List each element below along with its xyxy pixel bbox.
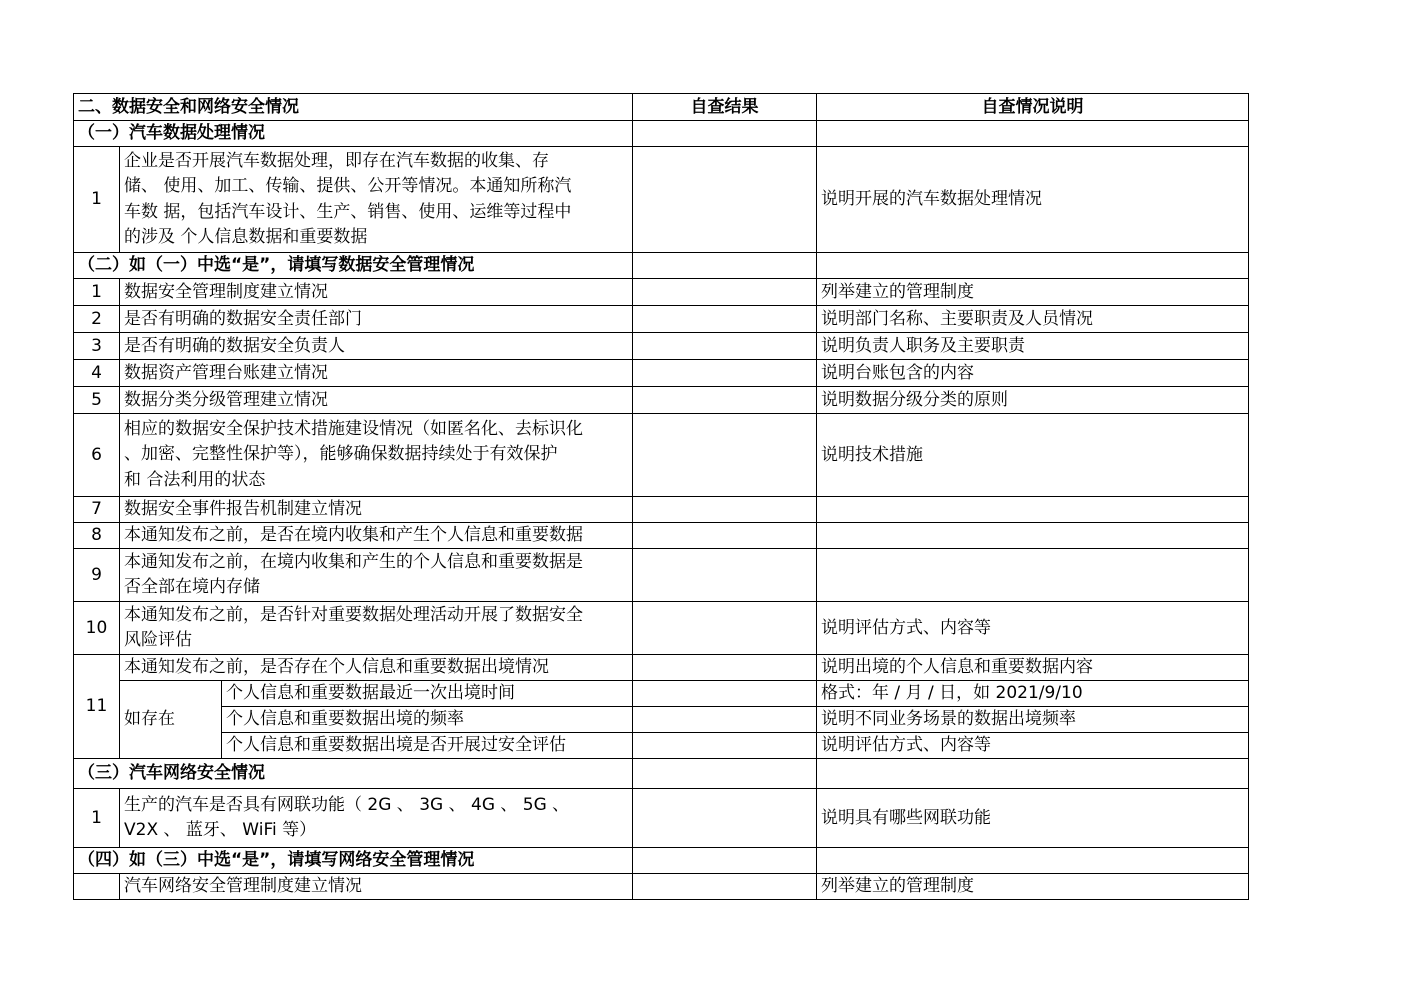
result-cell[interactable]: [633, 681, 817, 707]
col-header-note: 自查情况说明: [817, 94, 1249, 121]
section-row: [74, 848, 1249, 874]
row-number: 1: [74, 279, 120, 306]
section-row: [74, 759, 1249, 789]
item-cell: 数据安全事件报告机制建立情况: [120, 497, 633, 523]
section-row: [74, 121, 1249, 147]
note-cell: 说明部门名称、主要职责及人员情况: [817, 306, 1249, 333]
sub-row: [74, 707, 1249, 733]
row-number: 2: [74, 306, 120, 333]
section-heading: （一）汽车数据处理情况: [74, 121, 633, 147]
item-line: 本通知发布之前，在境内收集和产生的个人信息和重要数据是: [124, 551, 583, 572]
note-cell: [817, 121, 1249, 147]
result-cell[interactable]: [633, 523, 817, 549]
item-line: 的涉及 个人信息数据和重要数据: [124, 227, 368, 247]
item-cell: 数据安全管理制度建立情况: [120, 279, 633, 306]
section-heading: （四）如（三）中选“是”，请填写网络安全管理情况: [74, 848, 633, 874]
row-number: [74, 874, 120, 900]
result-cell[interactable]: [633, 497, 817, 523]
item-cell: 数据分类分级管理建立情况: [120, 387, 633, 414]
note-cell: 说明技术措施: [817, 414, 1249, 497]
item-cell: [120, 414, 633, 497]
row-number: 7: [74, 497, 120, 523]
result-cell[interactable]: [633, 387, 817, 414]
section-title: 二、数据安全和网络安全情况: [74, 94, 633, 121]
self-check-table: [73, 93, 1249, 900]
item-line: 否全部在境内存储: [124, 577, 260, 597]
table-row: [74, 147, 1249, 253]
row-number: 5: [74, 387, 120, 414]
item-cell: [120, 789, 633, 848]
note-cell: 格式：年 / 月 / 日，如 2021/9/10: [817, 681, 1249, 707]
item-line: 和 合法利用的状态: [124, 469, 266, 490]
item-cell: 本通知发布之前，是否存在个人信息和重要数据出境情况: [120, 655, 633, 681]
table-row: [74, 279, 1249, 306]
table-row: [74, 333, 1249, 360]
result-cell[interactable]: [633, 707, 817, 733]
row-number: 8: [74, 523, 120, 549]
result-cell[interactable]: [633, 874, 817, 900]
note-cell: 说明不同业务场景的数据出境频率: [817, 707, 1249, 733]
result-cell[interactable]: [633, 759, 817, 789]
item-line: 企业是否开展汽车数据处理，即存在汽车数据的收集、存: [124, 150, 549, 171]
note-cell: [817, 253, 1249, 279]
row-number: 6: [74, 414, 120, 497]
section-heading: （三）汽车网络安全情况: [74, 759, 633, 789]
table-row: [74, 360, 1249, 387]
item-line: 车数 据，包括汽车设计、生产、销售、使用、运维等过程中: [124, 201, 572, 222]
item-line: 相应的数据安全保护技术措施建设情况（如匿名化、去标识化: [124, 418, 583, 439]
note-cell: 说明开展的汽车数据处理情况: [817, 147, 1249, 253]
sub-group-label: 如存在: [120, 681, 222, 759]
item-line: 风险评估: [124, 630, 192, 650]
section-row: [74, 253, 1249, 279]
result-cell[interactable]: [633, 549, 817, 602]
result-cell[interactable]: [633, 121, 817, 147]
table-row: [74, 549, 1249, 602]
result-cell[interactable]: [633, 602, 817, 655]
row-number: 3: [74, 333, 120, 360]
item-cell: 本通知发布之前，是否在境内收集和产生个人信息和重要数据: [120, 523, 633, 549]
result-cell[interactable]: [633, 306, 817, 333]
table-row: [74, 306, 1249, 333]
item-line: 储、 使用、加工、传输、提供、公开等情况。本通知所称汽: [124, 176, 572, 196]
table-row: [74, 789, 1249, 848]
row-number: 1: [74, 147, 120, 253]
item-line: 生产的汽车是否具有网联功能（ 2G 、 3G 、 4G 、 5G 、: [124, 794, 570, 815]
note-cell: 说明具有哪些网联功能: [817, 789, 1249, 848]
note-cell: 列举建立的管理制度: [817, 279, 1249, 306]
result-cell[interactable]: [633, 147, 817, 253]
item-cell: [120, 602, 633, 655]
result-cell[interactable]: [633, 655, 817, 681]
row-number: 1: [74, 789, 120, 848]
sub-item-cell: 个人信息和重要数据最近一次出境时间: [222, 681, 633, 707]
result-cell[interactable]: [633, 333, 817, 360]
note-cell: 说明台账包含的内容: [817, 360, 1249, 387]
row-number: 4: [74, 360, 120, 387]
table-row: [74, 414, 1249, 497]
item-line: 本通知发布之前，是否针对重要数据处理活动开展了数据安全: [124, 604, 583, 625]
result-cell[interactable]: [633, 279, 817, 306]
table-row: [74, 387, 1249, 414]
note-cell: [817, 848, 1249, 874]
note-cell: 说明评估方式、内容等: [817, 602, 1249, 655]
sub-row: [74, 733, 1249, 759]
table-row: [74, 874, 1249, 900]
col-header-result: 自查结果: [633, 94, 817, 121]
sub-item-cell: 个人信息和重要数据出境是否开展过安全评估: [222, 733, 633, 759]
sub-row: [74, 681, 1249, 707]
note-cell: [817, 497, 1249, 523]
row-number: 11: [74, 655, 120, 759]
item-cell: [120, 147, 633, 253]
result-cell[interactable]: [633, 848, 817, 874]
note-cell: 列举建立的管理制度: [817, 874, 1249, 900]
item-cell: [120, 549, 633, 602]
note-cell: 说明数据分级分类的原则: [817, 387, 1249, 414]
header-row: [74, 94, 1249, 121]
sub-item-cell: 个人信息和重要数据出境的频率: [222, 707, 633, 733]
item-line: V2X 、 蓝牙、 WiFi 等）: [124, 820, 317, 840]
note-cell: 说明负责人职务及主要职责: [817, 333, 1249, 360]
result-cell[interactable]: [633, 789, 817, 848]
result-cell[interactable]: [633, 414, 817, 497]
item-cell: 是否有明确的数据安全负责人: [120, 333, 633, 360]
result-cell[interactable]: [633, 360, 817, 387]
table-row: [74, 523, 1249, 549]
result-cell[interactable]: [633, 733, 817, 759]
note-cell: 说明出境的个人信息和重要数据内容: [817, 655, 1249, 681]
item-line: 、加密、完整性保护等），能够确保数据持续处于有效保护: [124, 444, 558, 465]
note-cell: [817, 759, 1249, 789]
item-cell: 数据资产管理台账建立情况: [120, 360, 633, 387]
item-cell: 汽车网络安全管理制度建立情况: [120, 874, 633, 900]
note-cell: [817, 523, 1249, 549]
row-number: 10: [74, 602, 120, 655]
table-row: [74, 602, 1249, 655]
result-cell[interactable]: [633, 253, 817, 279]
note-cell: [817, 549, 1249, 602]
row-number: 9: [74, 549, 120, 602]
item-cell: 是否有明确的数据安全责任部门: [120, 306, 633, 333]
section-heading: （二）如（一）中选“是”，请填写数据安全管理情况: [74, 253, 633, 279]
note-cell: 说明评估方式、内容等: [817, 733, 1249, 759]
table-row: [74, 497, 1249, 523]
table-row: [74, 655, 1249, 681]
